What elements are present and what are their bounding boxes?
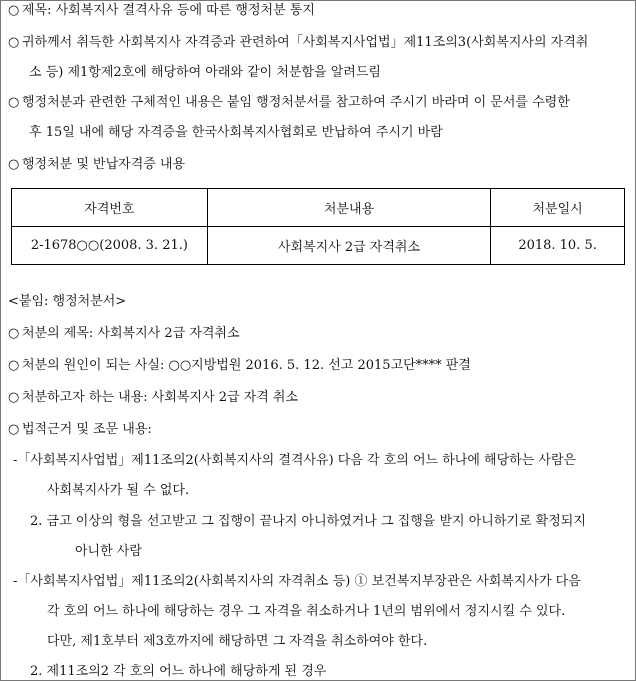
- disposition-table: [11, 188, 625, 265]
- disposition-title-line: ○ 처분의 제목: 사회복지사 2급 자격취소: [8, 326, 240, 341]
- law-article-1-item-cont: 아니한 사람: [75, 544, 142, 559]
- cell-cert-number: 2-1678○○(2008. 3. 21.): [12, 227, 208, 265]
- law-article-2-cont-2: 다만, 제1호부터 제3호까지에 해당하면 그 자격을 취소하여야 한다.: [47, 634, 428, 649]
- header-cert-number: 자격번호: [12, 189, 208, 227]
- notice-paragraph-2-cont: 후 15일 내에 해당 자격증을 한국사회복지사협회로 반납하여 주시기 바람: [29, 125, 443, 140]
- law-article-2-item: 2. 제11조의2 각 호의 어느 하나에 해당하게 된 경우: [30, 664, 327, 679]
- table-row: [12, 227, 625, 265]
- bullet-icon: ○: [8, 390, 20, 405]
- header-disposition: 처분내용: [207, 189, 490, 227]
- notice-paragraph-2: ○ 행정처분과 관련한 구체적인 내용은 붙임 행정처분서를 참고하여 주시기 바라며 이 문서를 수령한: [8, 95, 570, 110]
- bullet-icon: ○: [8, 35, 20, 50]
- bullet-icon: ○: [8, 422, 20, 437]
- header-date: 처분일시: [491, 189, 625, 227]
- subject-line: ○ 제목: 사회복지사 결격사유 등에 따른 행정처분 통지: [8, 3, 315, 18]
- cell-disposition: 사회복지사 2급 자격취소: [207, 227, 490, 265]
- legal-basis-line: ○ 법적근거 및 조문 내용:: [8, 422, 152, 437]
- law-article-1-item: 2. 금고 이상의 형을 선고받고 그 집행이 끝나지 아니하였거나 그 집행을 받지 아니하기로 확정되지: [30, 514, 586, 529]
- law-article-2-cont: 각 호의 어느 하나에 해당하는 경우 그 자격을 취소하거나 1년의 범위에서 정지시킬 수 있다.: [47, 604, 566, 619]
- attachment-heading: <붙임: 행정처분서>: [8, 294, 127, 309]
- notice-paragraph-1-cont: 소 등) 제1항제2호에 해당하여 아래와 같이 처분함을 알려드림: [29, 65, 381, 80]
- table-header-row: [12, 189, 625, 227]
- law-article-1-cont: 사회복지사가 될 수 없다.: [47, 483, 190, 498]
- bullet-icon: ○: [8, 157, 20, 172]
- disposition-content-line: ○ 처분하고자 하는 내용: 사회복지사 2급 자격 취소: [8, 390, 299, 405]
- notice-paragraph-1: ○ 귀하께서 취득한 사회복지사 자격증과 관련하여「사회복지사업법」제11조의3(사회복지사의 자격취: [8, 35, 589, 50]
- table-heading: ○ 행정처분 및 반납자격증 내용: [8, 157, 186, 172]
- bullet-icon: ○: [8, 326, 20, 341]
- cell-date: 2018. 10. 5.: [491, 227, 625, 265]
- law-article-2: -「사회복지사업법」제11조의2(사회복지사의 자격취소 등) ① 보건복지부장관은 사회복지사가 다음: [13, 574, 581, 589]
- law-article-1: -「사회복지사업법」제11조의2(사회복지사의 결격사유) 다음 각 호의 어느 하나에 해당하는 사람은: [13, 453, 577, 468]
- disposition-cause-line: ○ 처분의 원인이 되는 사실: ○○지방법원 2016. 5. 12. 선고 2015고단**** 판결: [8, 358, 471, 373]
- bullet-icon: ○: [8, 3, 20, 18]
- bullet-icon: ○: [8, 358, 20, 373]
- bullet-icon: ○: [8, 95, 20, 110]
